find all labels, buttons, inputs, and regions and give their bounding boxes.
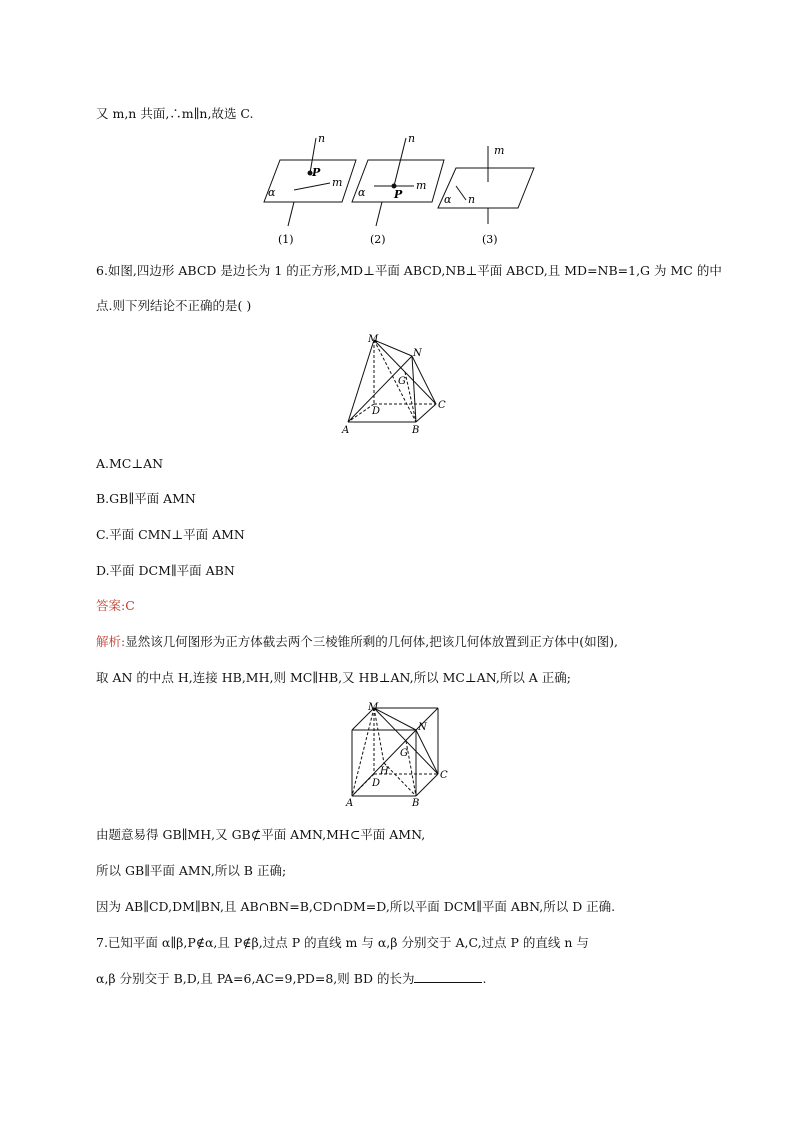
q6-analysis-line1 bbox=[96, 633, 618, 651]
q7-stem-line1: 7.已知平面 α∥β,P∉α,且 P∉β,过点 P 的直线 m 与 α,β 分别交于 A,C,过点 P 的直线 n 与 bbox=[96, 935, 589, 950]
figure-3 bbox=[438, 146, 534, 224]
q6-option-c: C.平面 CMN⊥平面 AMN bbox=[96, 527, 245, 542]
solid-label-n: N bbox=[413, 348, 422, 359]
cube-label-h: H bbox=[380, 766, 389, 777]
q6-analysis-line2: 取 AN 的中点 H,连接 HB,MH,则 MC∥HB,又 HB⊥AN,所以 MC⊥AN,所以 A 正确; bbox=[96, 670, 572, 685]
fig1-label-m: m bbox=[332, 176, 343, 189]
q6-stem-line1: 6.如图,四边形 ABCD 是边长为 1 的正方形,MD⊥平面 ABCD,NB⊥平面 ABCD,且 MD=NB=1,G 为 MC 的中 bbox=[96, 263, 722, 278]
q7-stem-end: . bbox=[482, 971, 487, 986]
fig3-caption: (3) bbox=[482, 233, 498, 246]
cube-label-a: A bbox=[346, 798, 354, 809]
analysis-text1: 显然该几何图形为正方体截去两个三棱锥所剩的几何体,把该几何体放置到正方体中(如图), bbox=[125, 634, 618, 649]
cube-label-d: D bbox=[372, 778, 381, 789]
q6-stem-line2: 点.则下列结论不正确的是( ) bbox=[96, 298, 252, 313]
fig3-label-m: m bbox=[494, 144, 505, 157]
fig2-label-n: n bbox=[408, 132, 416, 145]
fig2-label-alpha: α bbox=[358, 186, 366, 199]
fig2-caption: (2) bbox=[370, 233, 386, 246]
cube-label-c: C bbox=[440, 770, 448, 781]
cube-label-g: G bbox=[400, 748, 408, 759]
planes-lines-figure bbox=[256, 128, 546, 252]
fig2-label-m: m bbox=[416, 179, 427, 192]
solid-label-g: G bbox=[398, 376, 406, 387]
solid-label-d: D bbox=[372, 406, 381, 417]
solution-tail-line: 又 m,n 共面,∴m∥n,故选 C. bbox=[96, 106, 254, 121]
solid-label-c: C bbox=[438, 400, 446, 411]
q6-option-a: A.MC⊥AN bbox=[96, 456, 164, 471]
q6-option-d: D.平面 DCM∥平面 ABN bbox=[96, 563, 235, 578]
cube-label-m: M bbox=[368, 702, 379, 713]
analysis-label: 解析: bbox=[96, 634, 126, 649]
fig3-label-n: n bbox=[468, 193, 476, 206]
fig1-label-alpha: α bbox=[268, 186, 276, 199]
cube-label-b: B bbox=[412, 798, 420, 809]
q6-option-b: B.GB∥平面 AMN bbox=[96, 491, 196, 506]
figure-2 bbox=[352, 138, 444, 226]
solid-label-b: B bbox=[412, 425, 420, 436]
solid-label-m: M bbox=[368, 334, 379, 345]
q6-analysis-line3: 由题意易得 GB∥MH,又 GB⊄平面 AMN,MH⊂平面 AMN, bbox=[96, 827, 426, 842]
fig1-caption: (1) bbox=[278, 233, 294, 246]
fig3-label-alpha: α bbox=[444, 193, 452, 206]
q6-analysis-line5: 因为 AB∥CD,DM∥BN,且 AB∩BN=B,CD∩DM=D,所以平面 DCM∥平面 ABN,所以 D 正确. bbox=[96, 899, 616, 914]
cube-label-n: N bbox=[418, 722, 427, 733]
q6-answer: 答案:C bbox=[96, 598, 135, 613]
fig1-label-n: n bbox=[318, 132, 326, 145]
q7-stem-text: α,β 分别交于 B,D,且 PA=6,AC=9,PD=8,则 BD 的长为 bbox=[96, 971, 415, 986]
cube-figure bbox=[338, 700, 458, 810]
fig1-label-p: P bbox=[312, 166, 321, 179]
answer-blank[interactable] bbox=[414, 970, 482, 983]
fig2-label-p: P bbox=[394, 188, 403, 201]
q6-analysis-line4: 所以 GB∥平面 AMN,所以 B 正确; bbox=[96, 863, 287, 878]
solid-label-a: A bbox=[342, 425, 350, 436]
solid-figure bbox=[338, 332, 458, 440]
q7-stem-line2 bbox=[96, 970, 486, 988]
